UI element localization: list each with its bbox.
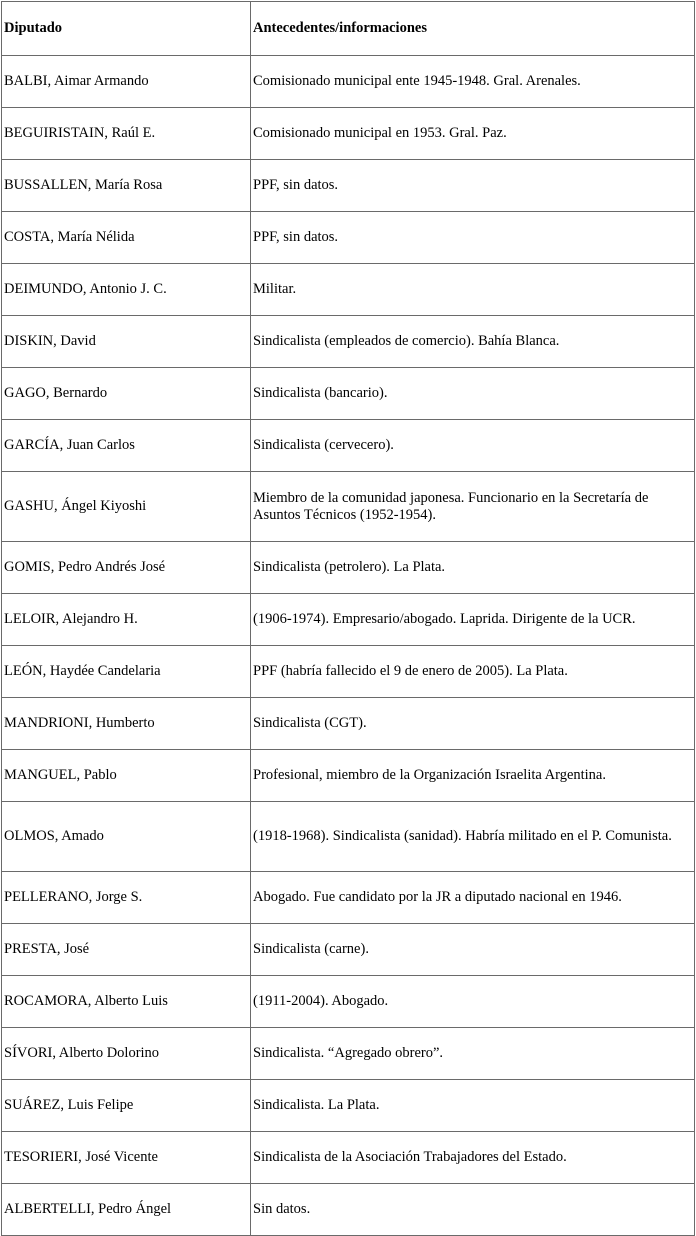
cell-diputado: DEIMUNDO, Antonio J. C. — [1, 264, 251, 316]
cell-antecedentes: Sindicalista (carne). — [251, 924, 695, 976]
cell-antecedentes: PPF, sin datos. — [251, 160, 695, 212]
cell-antecedentes: Sindicalista. La Plata. — [251, 1080, 695, 1132]
table-row — [1, 646, 695, 698]
cell-antecedentes: Sindicalista (cervecero). — [251, 420, 695, 472]
cell-antecedentes: Comisionado municipal ente 1945-1948. Gral. Arenales. — [251, 56, 695, 108]
cell-diputado: GAGO, Bernardo — [1, 368, 251, 420]
table-row — [1, 472, 695, 542]
table-row — [1, 1028, 695, 1080]
cell-diputado: TESORIERI, José Vicente — [1, 1132, 251, 1184]
cell-diputado: SÍVORI, Alberto Dolorino — [1, 1028, 251, 1080]
table-row — [1, 368, 695, 420]
cell-antecedentes: Sindicalista (CGT). — [251, 698, 695, 750]
cell-antecedentes: Sindicalista. “Agregado obrero”. — [251, 1028, 695, 1080]
cell-diputado: LEÓN, Haydée Candelaria — [1, 646, 251, 698]
cell-antecedentes: Abogado. Fue candidato por la JR a diputado nacional en 1946. — [251, 872, 695, 924]
cell-diputado: BALBI, Aimar Armando — [1, 56, 251, 108]
cell-diputado: BUSSALLEN, María Rosa — [1, 160, 251, 212]
table-row — [1, 872, 695, 924]
cell-diputado: GARCÍA, Juan Carlos — [1, 420, 251, 472]
table-row — [1, 1080, 695, 1132]
cell-antecedentes: Miembro de la comunidad japonesa. Funcionario en la Secretaría de Asuntos Técnicos (1952-1954). — [251, 472, 695, 542]
cell-diputado: PELLERANO, Jorge S. — [1, 872, 251, 924]
header-antecedentes: Antecedentes/informaciones — [251, 1, 695, 56]
table-row — [1, 802, 695, 872]
table-row — [1, 924, 695, 976]
cell-diputado: ROCAMORA, Alberto Luis — [1, 976, 251, 1028]
table-row — [1, 264, 695, 316]
cell-antecedentes: (1911-2004). Abogado. — [251, 976, 695, 1028]
cell-antecedentes: Sindicalista (bancario). — [251, 368, 695, 420]
cell-diputado: COSTA, María Nélida — [1, 212, 251, 264]
cell-diputado: LELOIR, Alejandro H. — [1, 594, 251, 646]
cell-antecedentes: Sin datos. — [251, 1184, 695, 1236]
cell-antecedentes: (1906-1974). Empresario/abogado. Laprida. Dirigente de la UCR. — [251, 594, 695, 646]
table-row — [1, 698, 695, 750]
table-row — [1, 1184, 695, 1236]
cell-antecedentes: Sindicalista (empleados de comercio). Bahía Blanca. — [251, 316, 695, 368]
table-row — [1, 976, 695, 1028]
cell-diputado: BEGUIRISTAIN, Raúl E. — [1, 108, 251, 160]
table-row — [1, 542, 695, 594]
table-header-row — [1, 1, 695, 56]
cell-diputado: ALBERTELLI, Pedro Ángel — [1, 1184, 251, 1236]
table-row — [1, 160, 695, 212]
table-row — [1, 594, 695, 646]
cell-diputado: PRESTA, José — [1, 924, 251, 976]
cell-antecedentes: Sindicalista de la Asociación Trabajadores del Estado. — [251, 1132, 695, 1184]
diputados-table — [1, 1, 695, 1236]
cell-diputado: DISKIN, David — [1, 316, 251, 368]
cell-antecedentes: PPF (habría fallecido el 9 de enero de 2005). La Plata. — [251, 646, 695, 698]
cell-antecedentes: PPF, sin datos. — [251, 212, 695, 264]
cell-antecedentes: Sindicalista (petrolero). La Plata. — [251, 542, 695, 594]
cell-antecedentes: (1918-1968). Sindicalista (sanidad). Habría militado en el P. Comunista. — [251, 802, 695, 872]
cell-diputado: SUÁREZ, Luis Felipe — [1, 1080, 251, 1132]
cell-diputado: MANDRIONI, Humberto — [1, 698, 251, 750]
table-row — [1, 1132, 695, 1184]
table-row — [1, 56, 695, 108]
table-row — [1, 316, 695, 368]
cell-antecedentes: Comisionado municipal en 1953. Gral. Paz. — [251, 108, 695, 160]
cell-diputado: GOMIS, Pedro Andrés José — [1, 542, 251, 594]
cell-diputado: MANGUEL, Pablo — [1, 750, 251, 802]
cell-antecedentes: Militar. — [251, 264, 695, 316]
table-row — [1, 108, 695, 160]
cell-antecedentes: Profesional, miembro de la Organización Israelita Argentina. — [251, 750, 695, 802]
table-row — [1, 420, 695, 472]
cell-diputado: OLMOS, Amado — [1, 802, 251, 872]
header-diputado: Diputado — [1, 1, 251, 56]
table-row — [1, 750, 695, 802]
cell-diputado: GASHU, Ángel Kiyoshi — [1, 472, 251, 542]
table-row — [1, 212, 695, 264]
